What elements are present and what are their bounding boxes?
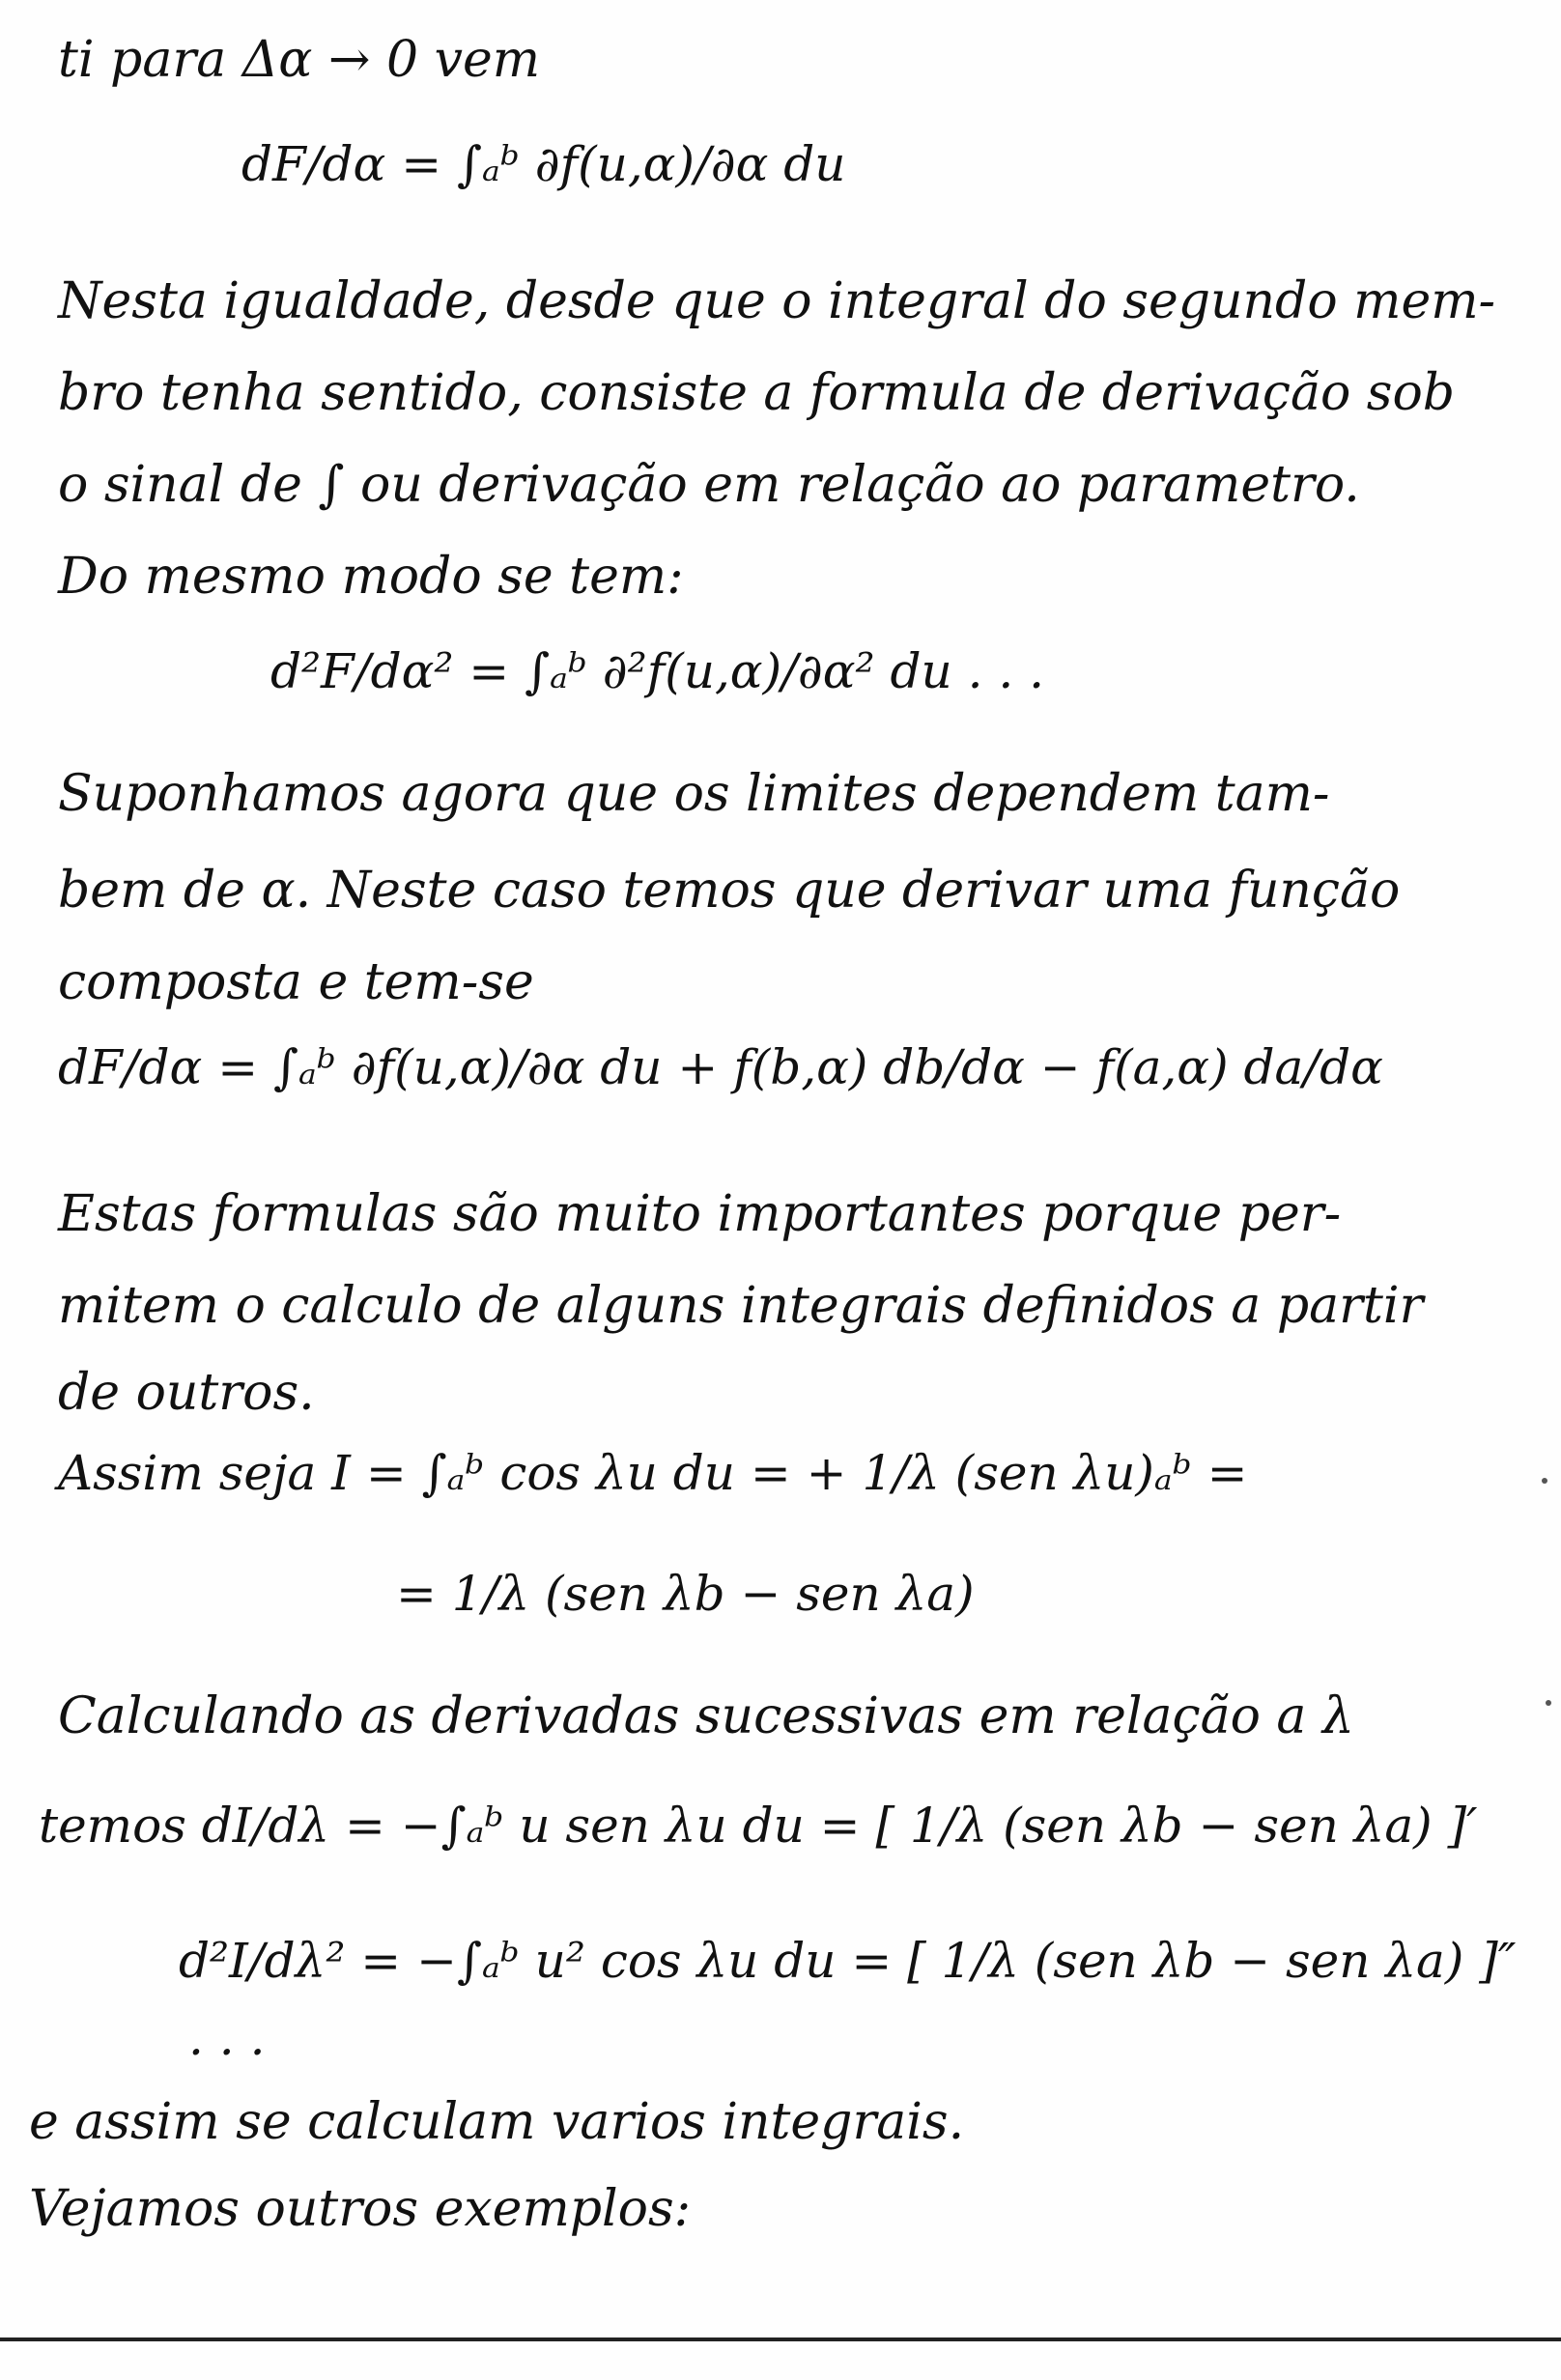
text-line: Nesta igualdade, desde que o integral do segundo mem- — [58, 272, 1496, 330]
equation-line: dF/dα = ∫ₐᵇ ∂f(u,α)/∂α du + f(b,α) db/dα − f(a,α) da/dα — [58, 1039, 1383, 1095]
margin-mark — [1542, 1478, 1547, 1484]
text-line: e assim se calculam varios integrais. — [29, 2093, 965, 2151]
text-line: mitem o calculo de alguns integrais definidos a partir — [58, 1277, 1424, 1335]
ellipsis: . . . — [188, 2010, 266, 2066]
page-edge-rule — [0, 2338, 1561, 2341]
equation-line: dF/dα = ∫ₐᵇ ∂f(u,α)/∂α du — [241, 136, 846, 192]
text-line: de outros. — [58, 1364, 315, 1422]
text-line: Vejamos outros exemplos: — [29, 2180, 692, 2238]
text-line: Estas formulas são muito importantes porque per- — [58, 1185, 1342, 1243]
text-line: o sinal de ∫ ou derivação em relação ao parametro. — [58, 456, 1360, 514]
equation-line: = 1/λ (sen λb − sen λa) — [396, 1566, 975, 1622]
text-line: bem de α. Neste caso temos que derivar uma função — [58, 862, 1401, 920]
margin-mark — [1546, 1700, 1551, 1706]
text-line: bro tenha sentido, consiste a formula de derivação sob — [58, 364, 1456, 422]
text-line: Suponhamos agora que os limites dependem tam- — [58, 765, 1330, 823]
text-line: Calculando as derivadas sucessivas em relação a λ — [58, 1687, 1354, 1745]
equation-line: d²F/dα² = ∫ₐᵇ ∂²f(u,α)/∂α² du . . . — [270, 643, 1045, 699]
text-line: composta e tem-se — [58, 953, 534, 1011]
equation-line: d²I/dλ² = −∫ₐᵇ u² cos λu du = [ 1/λ (sen λb − sen λa) ]″ — [179, 1933, 1517, 1989]
text-line: ti para Δα → 0 vem — [58, 31, 541, 89]
equation-line: Assim seja I = ∫ₐᵇ cos λu du = + 1/λ (sen λu)ₐᵇ = — [58, 1445, 1248, 1501]
equation-line: temos dI/dλ = −∫ₐᵇ u sen λu du = [ 1/λ (sen λb − sen λa) ]′ — [39, 1798, 1478, 1854]
text-line: Do mesmo modo se tem: — [58, 548, 684, 606]
